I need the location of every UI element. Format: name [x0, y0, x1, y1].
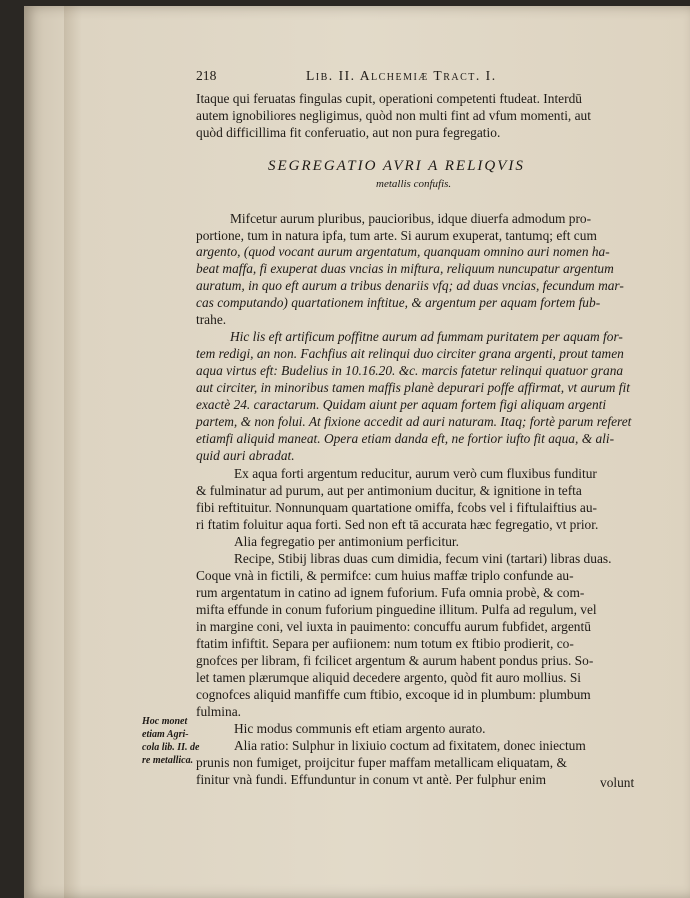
text-line: trahe. [196, 312, 227, 327]
binding-shadow [64, 6, 82, 898]
text-line: prunis non fumiget, proijcitur fuper maffam metallicam eliquatam, & [196, 755, 567, 770]
section-subtitle: metallis confufis. [376, 178, 452, 190]
section-title: SEGREGATIO AVRI A RELIQVIS [268, 158, 525, 174]
text-line: ftatim infiftit. Separa per aufiionem: num totum ex ftibio prodierit, co- [196, 636, 574, 651]
text-line: let tamen plærumque aliquid decedere argento, quòd fit auro mollius. Si [196, 670, 582, 685]
catchword: volunt [600, 775, 635, 790]
text-line: & fulminatur ad purum, aut per antimonium ducitur, & ignitione in tefta [196, 483, 582, 498]
text-line: Hic modus communis eft etiam argento aurato. [234, 721, 486, 736]
text-line: exactè 24. caractarum. Quidam aiunt per aquam fortem figi aliquam argenti [196, 397, 607, 412]
text-line: mifta effunde in conum fuforium pinguedine illitum. Pulfa ad regulum, vel [196, 602, 597, 617]
text-line: gnofces per libram, fi fcilicet argentum & aurum habent pondus prius. So- [196, 653, 594, 668]
page-header [196, 68, 640, 84]
text-line: finitur vnà fundi. Effunduntur in conum vt antè. Per fulphur enim [196, 772, 547, 787]
text-line: beat maffa, fi exuperat duas vncias in miftura, reliquum nuncupatur argentum [196, 261, 614, 276]
text-line: Ex aqua forti argentum reducitur, aurum verò cum fluxibus funditur [234, 466, 597, 481]
text-line: portione, tum in natura ipfa, tum arte. Si aurum exuperat, tantumq; eft cum [196, 228, 597, 243]
margin-note-line: Hoc monet [142, 716, 188, 727]
text-line: ri ftatim foluitur aqua forti. Sed non eft tā accurata hæc fegregatio, vt prior. [196, 517, 599, 532]
text-line: etiamfi aliquid maneat. Opera etiam danda eft, ne fortior iufto fit aqua, & ali- [196, 431, 615, 446]
text-line: auratum, in quo eft aurum a tribus denariis vfq; ad duas vncias, fecundum mar- [196, 278, 624, 293]
margin-note-line: etiam Agri- [142, 729, 189, 740]
text-line: cognofces aliquid manfiffe cum ftibio, excoque id in plumbum: plumbum [196, 687, 591, 702]
text-line: Recipe, Stibij libras duas cum dimidia, fecum vini (tartari) libras duas. [234, 551, 612, 566]
text-line: fulmina. [196, 704, 241, 719]
text-line: Alia ratio: Sulphur in lixiuio coctum ad fixitatem, donec iniectum [234, 738, 586, 753]
text-line: quid auri abradat. [196, 448, 295, 463]
text-line: Itaque qui feruatas fingulas cupit, operationi competenti ftudeat. Interdū [196, 91, 582, 106]
text-line: argento, (quod vocant aurum argentatum, quanquam omnino auri nomen ha- [196, 244, 610, 259]
page-number: 218 [196, 68, 217, 83]
text-line: cas computando) quartationem inftitue, & argentum per aquam fortem fub- [196, 295, 601, 310]
text-line: Coque vnà in fictili, & permifce: cum huius maffæ triplo confunde au- [196, 568, 574, 583]
running-title: Lib. II. Alchemiæ Tract. I. [306, 68, 497, 83]
text-line: autem ignobiliores negligimus, quòd non multi fint ad vfum momenti, aut [196, 108, 591, 123]
text-line: tem redigi, an non. Fachfius ait relinqui duo circiter grana argenti, prout tamen [196, 346, 624, 361]
text-line: Mifcetur aurum pluribus, paucioribus, idque diuerfa admodum pro- [230, 211, 592, 226]
text-line: in margine coni, vel iuxta in pauimento: concuffu aurum fubfidet, argentū [196, 619, 591, 634]
text-line: Alia fegregatio per antimonium perficitur. [234, 534, 459, 549]
margin-note-line: cola lib. II. de [142, 742, 200, 753]
text-line: Hic lis eft artificum poffitne aurum ad fummam puritatem per aquam for- [230, 329, 623, 344]
text-line: aqua virtus eft: Budelius in 10.16.20. &c. marcis fatetur relinqui quatuor grana [196, 363, 624, 378]
text-line: partem, & non folui. At fixione accedit ad auri naturam. Itaq; fortè parum referet [196, 414, 632, 429]
text-line: aut circiter, in minoribus tamen maffis planè depurari poffe affirmat, vt aurum fit [196, 380, 630, 395]
text-line: fibi reftituitur. Nonnunquam quartatione omiffa, fcobs vel i fiftulaiftius au- [196, 500, 597, 515]
text-line: rum argentatum in catino ad ignem fuforium. Fufa omnia probè, & com- [196, 585, 585, 600]
text-line: quòd difficillima fit conferuatio, aut non pura fegregatio. [196, 125, 501, 140]
margin-note-line: re metallica. [142, 755, 194, 766]
